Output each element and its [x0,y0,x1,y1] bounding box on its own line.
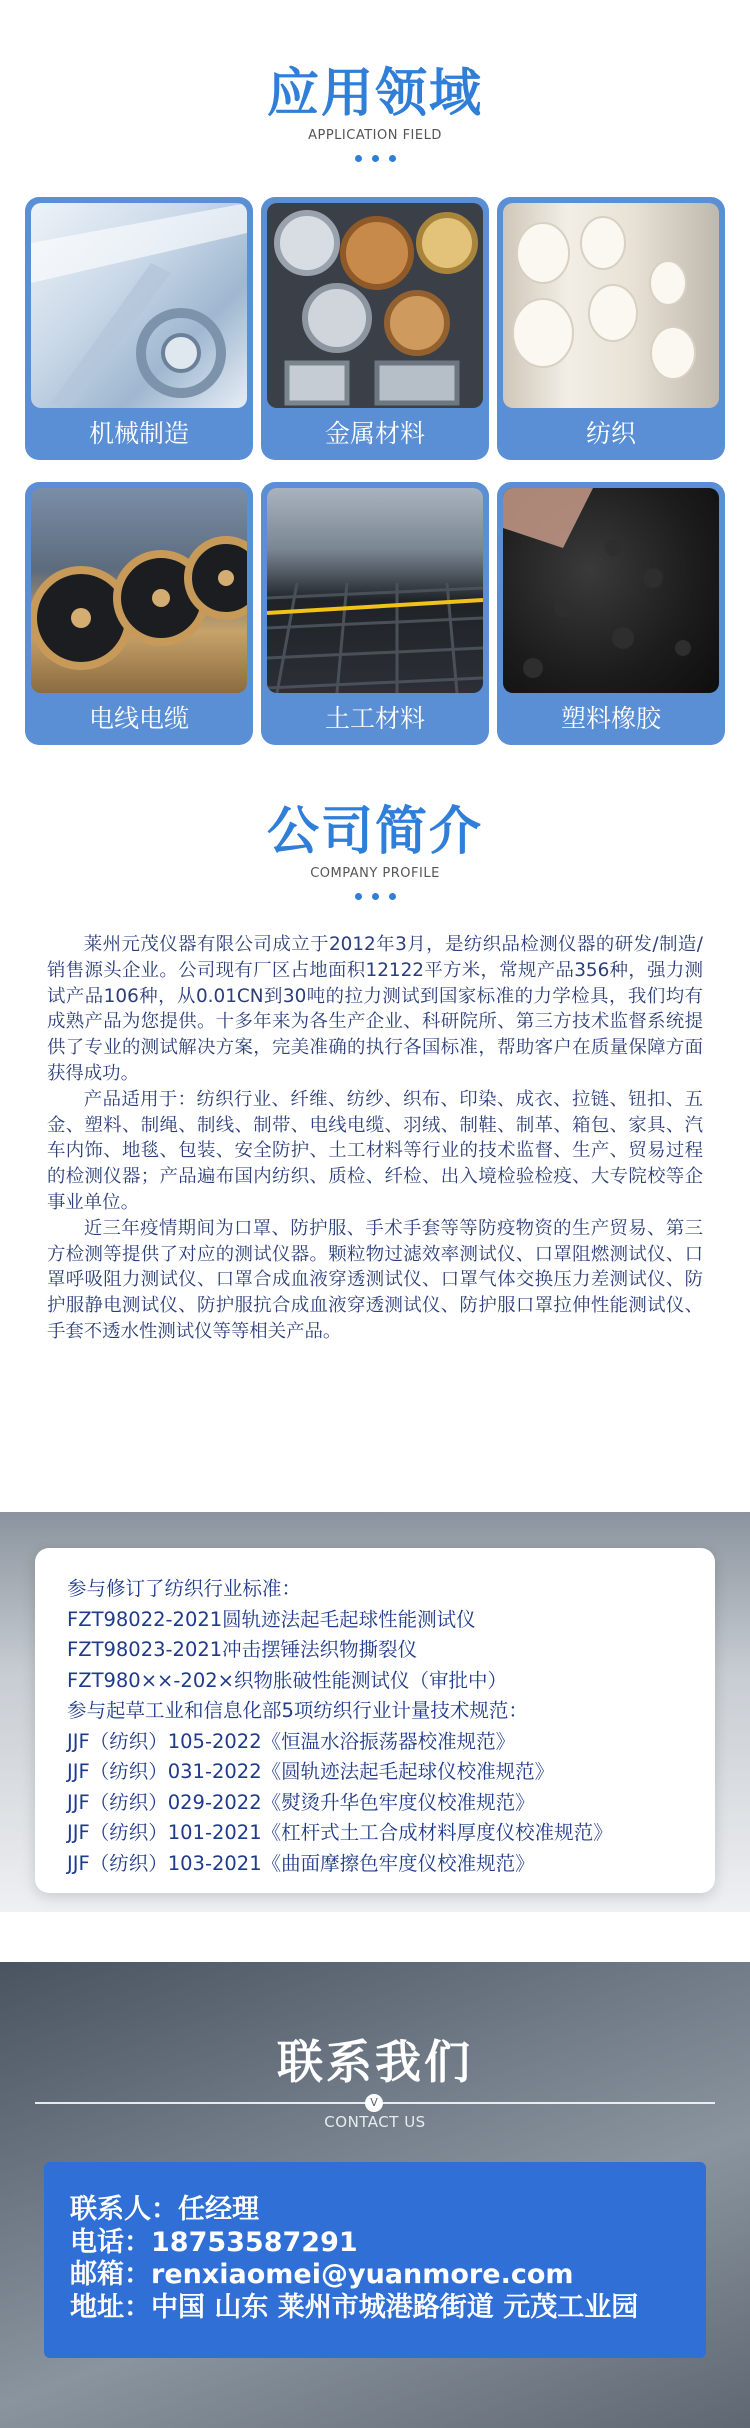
application-card-label: 金属材料 [324,419,425,448]
plastic-pellets-image [503,488,719,693]
standards-line: FZT98022-2021圆轨迹法起毛起球性能测试仪 [67,1607,476,1631]
profile-subtitle: COMPANY PROFILE [310,866,440,881]
metal-pipes-image [267,203,483,408]
application-card-label: 塑料橡胶 [560,704,661,733]
v-badge-icon: V [365,2094,383,2112]
decorative-dots [0,155,750,162]
standards-line: JJF（纺织）105-2022《恒温水浴振荡器校准规范》 [67,1729,516,1753]
geogrid-image [267,488,483,693]
standards-line: JJF（纺织）103-2021《曲面摩擦色牢度仪校准规范》 [67,1851,535,1875]
application-title: 应用领域 [266,64,483,124]
profile-title: 公司简介 [266,802,483,862]
standards-card [35,1548,715,1893]
contact-phone[interactable]: 电话：18753587291 [70,2226,358,2258]
contact-person: 联系人：任经理 [70,2194,259,2225]
application-card-mechanical[interactable] [25,197,253,460]
standards-line: JJF（纺织）031-2022《圆轨迹法起毛起球仪校准规范》 [67,1760,555,1783]
application-card-metal[interactable] [261,197,489,460]
profile-paragraph: 近三年疫情期间为口罩、防护服、手术手套等等防疫物资的生产贸易、第三方检测等提供了对应的测试仪器。颗粒物过滤效率测试仪、口罩阻燃测试仪、口罩呼吸阻力测试仪、口罩合成血液穿透测试仪、口罩气体交换压力差测试仪、防护服静电测试仪、防护服抗合成血液穿透测试仪、防护服口罩拉伸性能测试仪、手套不透水性测试仪等等相关产品。 [47,1217,703,1342]
standards-line: JJF（纺织）029-2022《熨烫升华色牢度仪校准规范》 [67,1790,535,1814]
application-header [0,62,750,162]
application-card-label: 土工材料 [324,704,425,733]
application-card-label: 纺织 [585,419,636,448]
standards-line: JJF（纺织）101-2021《杠杆式土工合成材料厚度仪校准规范》 [67,1821,613,1844]
profile-header [0,800,750,900]
profile-paragraph: 产品适用于：纺织行业、纤维、纺纱、织布、印染、成衣、拉链、钮扣、五金、塑料、制绳、制线、制带、电线电缆、羽绒、制鞋、制革、箱包、家具、汽车内饰、地毯、包装、安全防护、土工材料等行业的技术监督、生产、贸易过程的检测仪器；产品遍布国内纺织、质检、纤检、出入境检验检疫、大专院校等企事业单位。 [47,1088,703,1213]
standards-line: FZT980××-202×织物胀破性能测试仪（审批中） [67,1668,507,1692]
application-card-label: 电线电缆 [88,704,189,733]
standards-line: 参与修订了纺织行业标准： [67,1577,302,1600]
mechanical-parts-image [31,203,247,408]
standards-line: FZT98023-2021冲击摆锤法织物撕裂仪 [67,1638,418,1661]
application-card-label: 机械制造 [88,419,189,448]
profile-paragraph: 莱州元茂仪器有限公司成立于2012年3月，是纺织品检测仪器的研发/制造/销售源头企业。公司现有厂区占地面积12122平方米，常规产品356种，强力测试产品106种，从0.01CN到30吨的拉力测试到国家标准的力学检具，我们均有成熟产品为您提供。十多年来为各生产企业、科研院所、第三方技术监督系统提供了专业的测试解决方案，完美准确的执行各国标准，帮助客户在质量保障方面获得成功。 [47,934,703,1084]
application-card-cable[interactable] [25,482,253,745]
application-card-textile[interactable] [497,197,725,460]
contact-email[interactable]: 邮箱：renxiaomei@yuanmore.com [70,2259,574,2290]
application-card-geo[interactable] [261,482,489,745]
profile-text [47,932,703,1345]
standards-line: 参与起草工业和信息化部5项纺织行业计量技术规范： [67,1699,528,1722]
contact-subtitle: CONTACT US [324,2113,426,2131]
contact-address: 地址：中国 山东 莱州市城港路街道 元茂工业园 [70,2291,639,2323]
cable-reels-image [31,488,247,693]
application-grid [25,197,725,745]
application-card-plastic[interactable] [497,482,725,745]
application-subtitle: APPLICATION FIELD [308,128,442,143]
contact-title: 联系我们 [277,2035,473,2089]
decorative-dots [0,893,750,900]
textile-yarn-image [503,203,719,408]
contact-info-box [44,2162,706,2358]
